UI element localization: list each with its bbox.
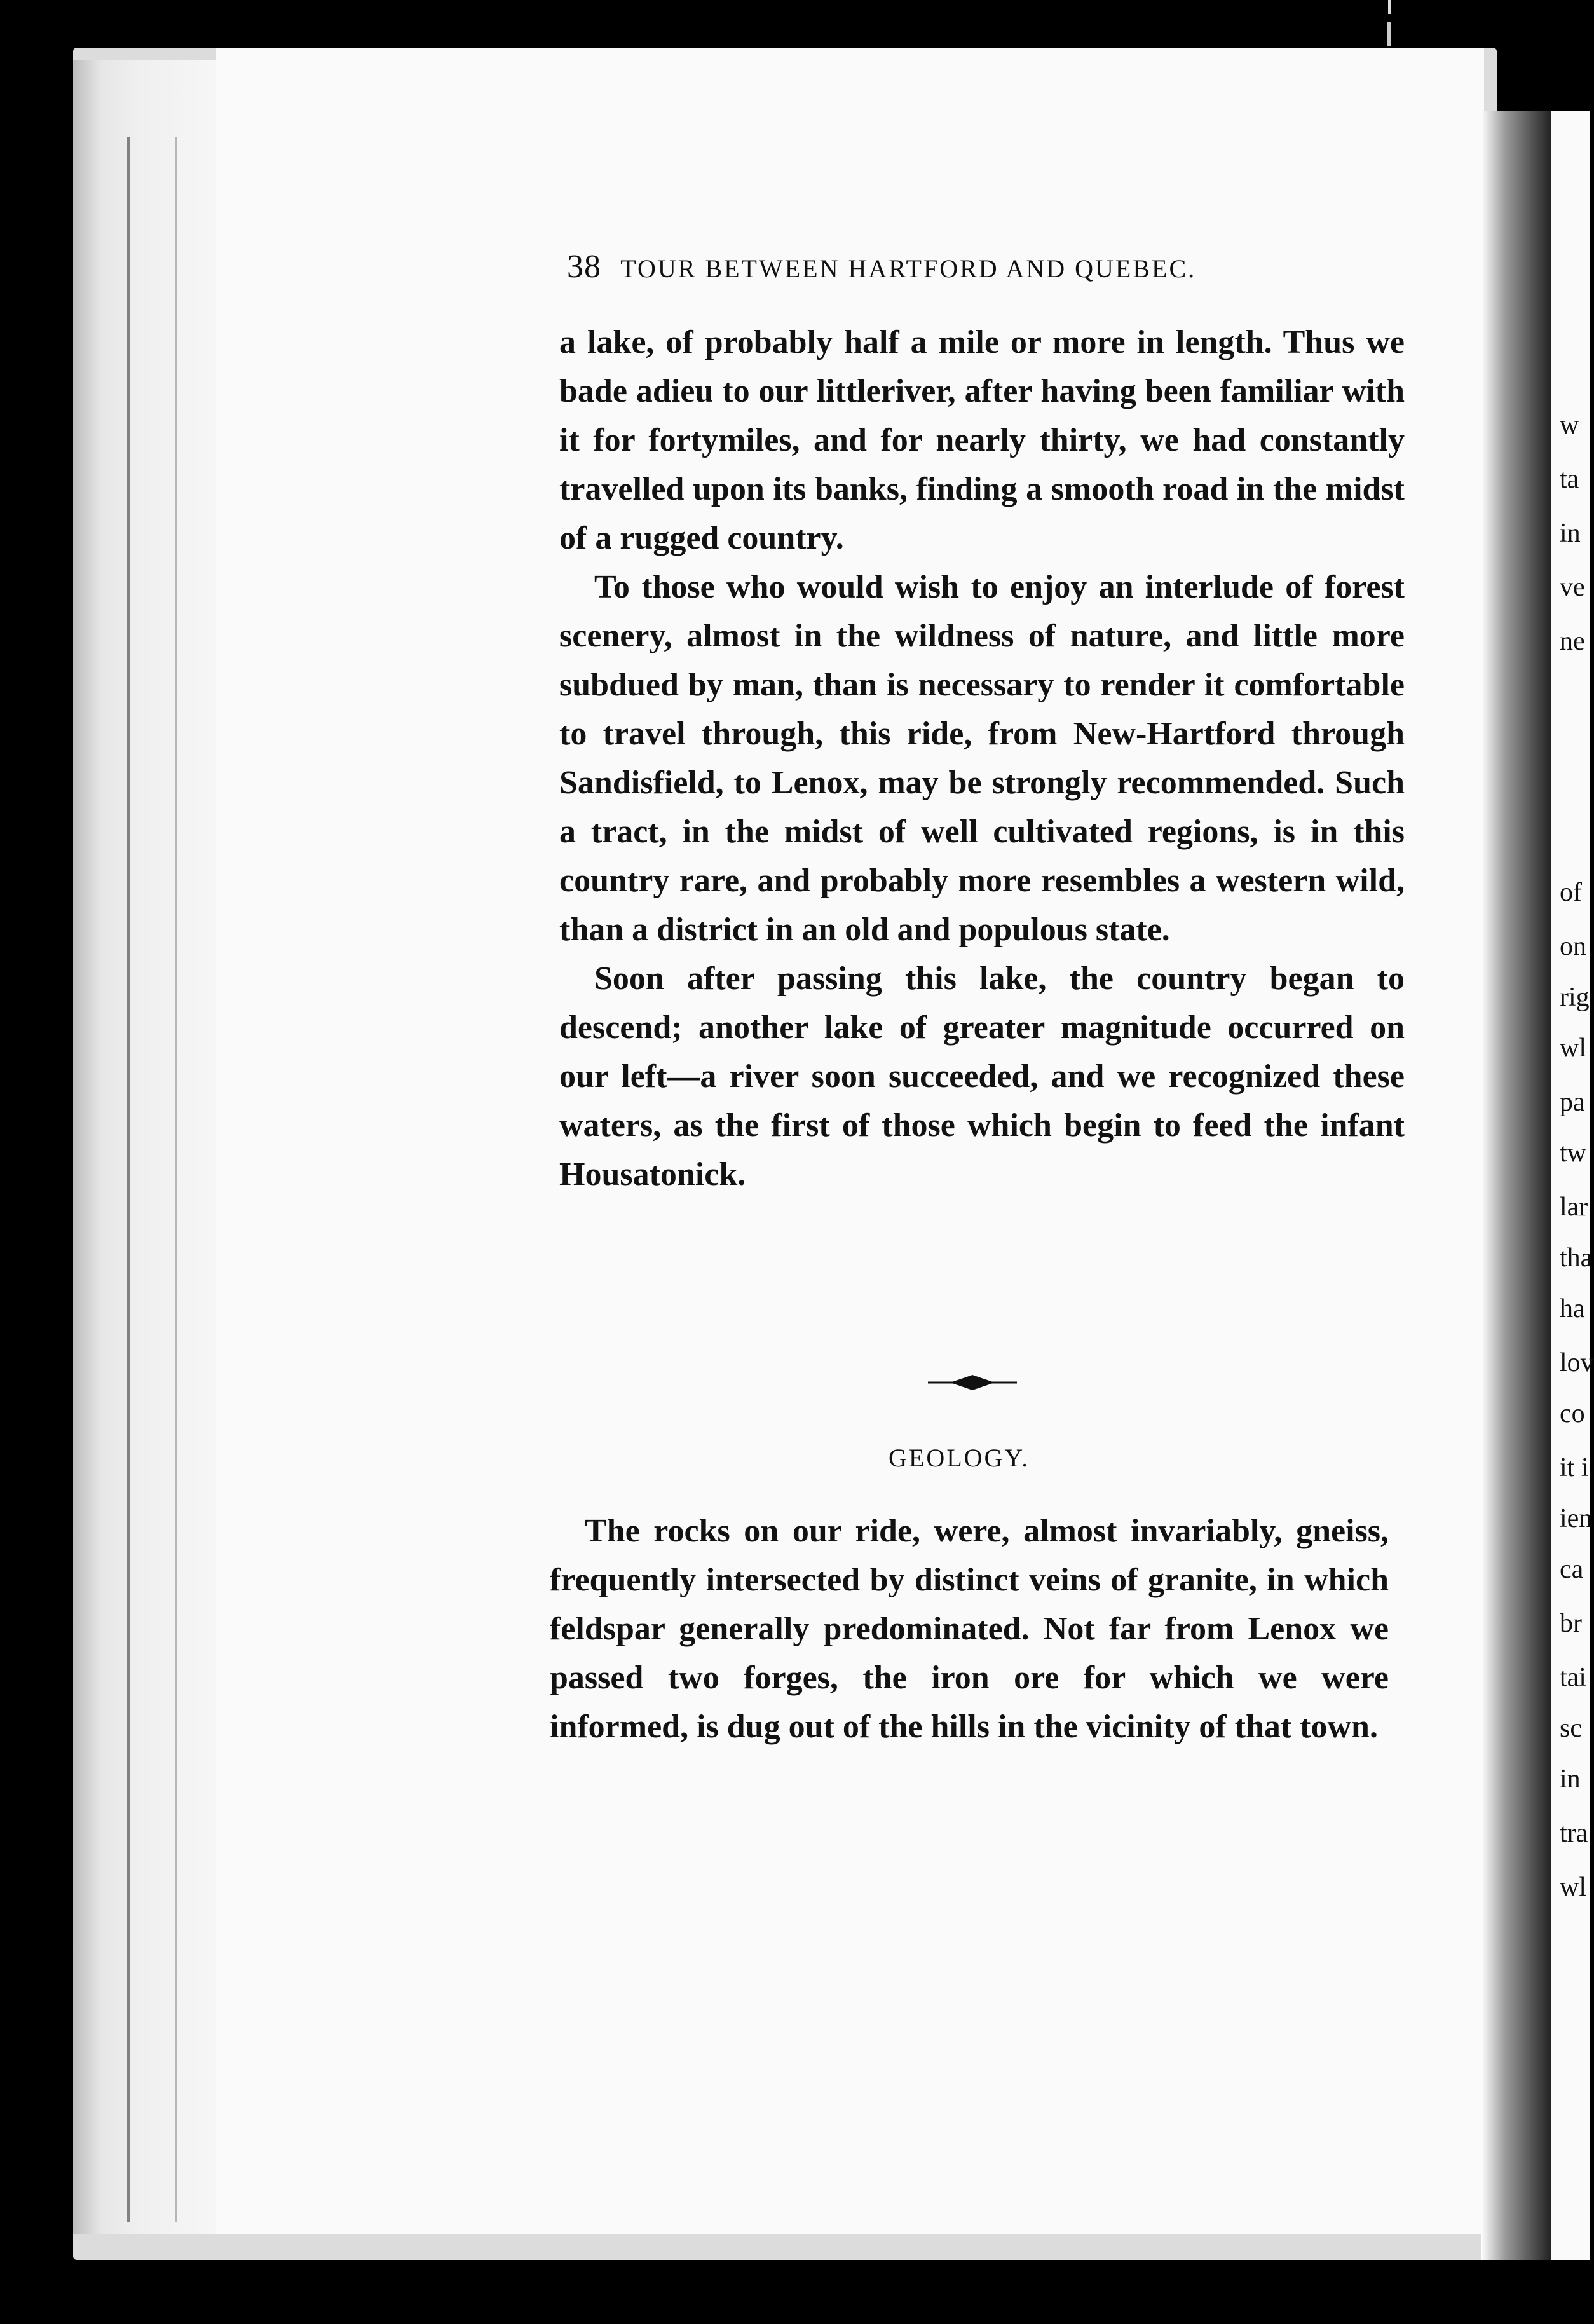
next-page-fragment: ien <box>1560 1504 1593 1533</box>
next-page-fragment: tra <box>1560 1819 1588 1848</box>
running-title: TOUR BETWEEN HARTFORD AND QUEBEC. <box>620 254 1197 283</box>
next-page-strip <box>1551 111 1594 2260</box>
next-page-fragment: tai <box>1560 1663 1586 1692</box>
next-page-fragment: lar <box>1560 1193 1588 1222</box>
next-page-fragment: w <box>1560 411 1579 440</box>
section-heading: GEOLOGY. <box>889 1444 1030 1472</box>
next-page-fragment: ta <box>1560 465 1579 494</box>
scan-mark <box>1384 0 1396 51</box>
next-page-fragment: co <box>1560 1399 1585 1428</box>
paragraph: Soon after passing this lake, the country began to descend; another lake of greater magnitude occurred on our left—a river soon succeeded, and we recognized these waters, as the first of those which begin to feed the infant Housatonick. <box>559 960 1405 1193</box>
next-page-fragment: on <box>1560 932 1586 961</box>
edge-line <box>175 137 177 2222</box>
page-deckled-edge <box>73 60 226 2234</box>
next-page-fragment: sc <box>1560 1714 1582 1743</box>
next-page-fragment: ca <box>1560 1555 1584 1584</box>
geology-text <box>550 1507 1389 1751</box>
next-page-fragment: ve <box>1560 573 1585 602</box>
next-page-fragment: lov <box>1560 1348 1594 1377</box>
section-divider-ornament <box>928 1373 1017 1392</box>
next-page-fragment: pa <box>1560 1088 1585 1117</box>
next-page-fragment: ne <box>1560 627 1585 656</box>
next-page-fragment: in <box>1560 1765 1581 1794</box>
next-page-fragment: ha <box>1560 1294 1585 1323</box>
next-page-fragment: wl <box>1560 1034 1586 1063</box>
paragraph: a lake, of probably half a mile or more in length. Thus we bade adieu to our littleriver, after having been familiar with it for fortymiles, and for nearly thirty, we had constantly travelled upon its banks, finding a smooth road in the midst of a rugged country. <box>559 324 1405 556</box>
running-header <box>567 248 1196 285</box>
next-page-fragment: br <box>1560 1609 1582 1638</box>
next-page-fragment: of <box>1560 878 1582 907</box>
edge-line <box>127 137 130 2222</box>
gutter-shadow <box>1481 111 1551 2260</box>
main-text <box>559 318 1405 1199</box>
next-page-fragment: in <box>1560 519 1581 548</box>
next-page-fragment: it i <box>1560 1453 1589 1482</box>
next-page-fragment: tha <box>1560 1243 1593 1273</box>
next-page-fragment: tw <box>1560 1138 1586 1168</box>
paragraph: To those who would wish to enjoy an interlude of forest scenery, almost in the wildness of nature, and little more subdued by man, than is necessary to render it comfortable to travel through, this ride, from New-Hartford through Sandisfield, to Lenox, may be strongly recommended. Such a tract, in the midst of well cultivated regions, is in this country rare, and probably more resembles a western wild, than a district in an old and populous state. <box>559 569 1405 948</box>
page-number: 38 <box>567 249 601 285</box>
next-page-fragment: wl <box>1560 1873 1586 1902</box>
next-page-fragment: rig <box>1560 983 1590 1012</box>
paragraph: The rocks on our ride, were, almost invariably, gneiss, frequently intersected by distinct veins of granite, in which feldspar generally predominated. Not far from Lenox we passed two forges, the iron ore for which we were informed, is dug out of the hills in the vicinity of that town. <box>550 1513 1389 1745</box>
